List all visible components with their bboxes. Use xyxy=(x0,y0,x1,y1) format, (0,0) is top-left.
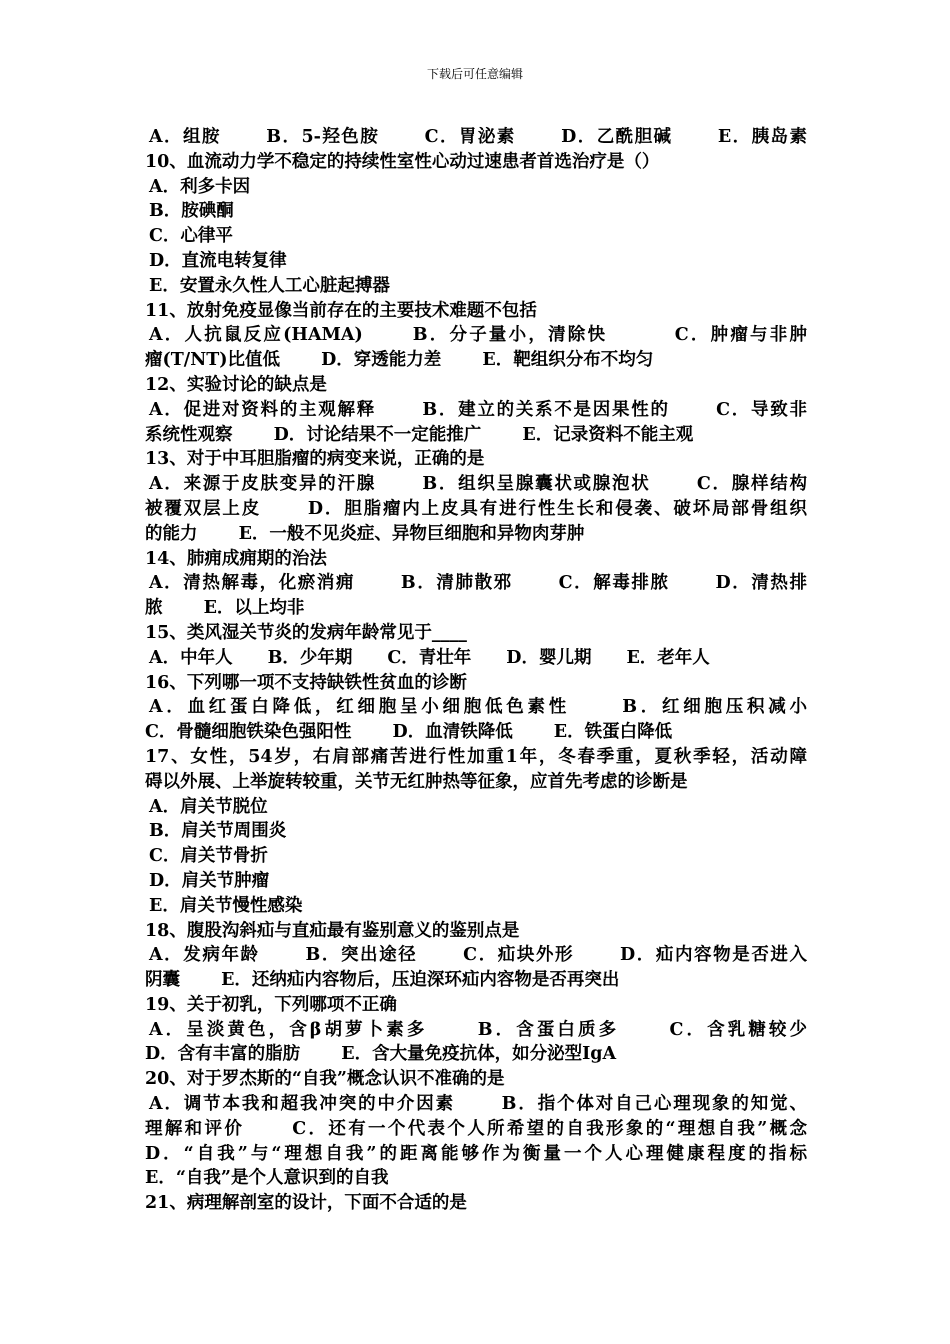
text-line: A．呈淡黄色，含β胡萝卜素多 B．含蛋白质多 C．含乳糖较少 xyxy=(149,1019,807,1040)
text-line: 碍以外展、上举旋转较重，关节无红肿热等征象，应首先考虑的诊断是 xyxy=(145,771,688,792)
text-line: 15、类风湿关节炎的发病年龄常见于____ xyxy=(145,622,467,643)
text-line: A．血红蛋白降低，红细胞呈小细胞低色素性 B．红细胞压积减小 xyxy=(149,697,807,718)
page-header: 下载后可任意编辑 xyxy=(426,67,523,81)
text-line: 系统性观察 D．讨论结果不一定能推广 E．记录资料不能主观 xyxy=(145,424,694,445)
text-line: A．中年人 B．少年期 C．青壮年 D．婴儿期 E．老年人 xyxy=(149,647,710,668)
text-line: 脓 E．以上均非 xyxy=(145,598,305,619)
text-line: 13、对于中耳胆脂瘤的病变来说，正确的是 xyxy=(145,449,485,470)
text-line: C．心律平 xyxy=(149,226,233,247)
text-line: A．调节本我和超我冲突的中介因素 B．指个体对自己心理现象的知觉、 xyxy=(149,1094,807,1115)
text-line: E．“自我”是个人意识到的自我 xyxy=(145,1168,389,1189)
text-line: C．肩关节骨折 xyxy=(149,846,268,867)
text-line: 20、对于罗杰斯的“自我”概念认识不准确的是 xyxy=(145,1069,505,1090)
text-line: B．胺碘酮 xyxy=(149,201,234,222)
text-line: E．安置永久性人工心脏起搏器 xyxy=(149,275,390,296)
text-line: C．骨髓细胞铁染色强阳性 D．血清铁降低 E．铁蛋白降低 xyxy=(145,722,673,743)
text-line: A．来源于皮肤变异的汗腺 B．组织呈腺囊状或腺泡状 C．腺样结构 xyxy=(149,474,807,495)
text-line: A．人抗鼠反应(HAMA) B．分子量小，清除快 C．肿瘤与非肿 xyxy=(149,325,807,346)
text-line: B．肩关节周围炎 xyxy=(149,821,287,842)
text-line: 瘤(T/NT)比值低 D．穿透能力差 E．靶组织分布不均匀 xyxy=(145,350,654,371)
text-line: 阴囊 E．还纳疝内容物后，压迫深环疝内容物是否再突出 xyxy=(145,970,620,991)
text-line: 16、下列哪一项不支持缺铁性贫血的诊断 xyxy=(145,672,467,693)
text-line: 的能力 E．一般不见炎症、异物巨细胞和异物肉芽肿 xyxy=(145,523,585,544)
text-line: E．肩关节慢性感染 xyxy=(149,895,303,916)
text-line: A．清热解毒，化瘀消痈 B．清肺散邪 C．解毒排脓 D．清热排 xyxy=(149,573,807,594)
text-line: A．促进对资料的主观解释 B．建立的关系不是因果性的 C．导致非 xyxy=(149,399,807,420)
text-line: A．组胺 B．5-羟色胺 C．胃泌素 D．乙酰胆碱 E．胰岛素 xyxy=(149,127,807,147)
text-line: 12、实验讨论的缺点是 xyxy=(145,374,327,395)
text-line: 17、女性，54岁，右肩部痛苦进行性加重1年，冬春季重，夏秋季轻，活动障 xyxy=(145,746,807,767)
text-line: 被覆双层上皮 D．胆脂瘤内上皮具有进行性生长和侵袭、破坏局部骨组织 xyxy=(145,498,807,519)
text-line: 19、关于初乳，下列哪项不正确 xyxy=(145,994,397,1015)
document-body xyxy=(145,125,807,1216)
text-line: A．利多卡因 xyxy=(149,176,251,197)
text-line: A．肩关节脱位 xyxy=(149,796,268,817)
text-line: 14、肺痈成痈期的治法 xyxy=(145,548,327,569)
text-line: D．含有丰富的脂肪 E．含大量免疫抗体，如分泌型IgA xyxy=(145,1044,617,1065)
text-line: D．肩关节肿瘤 xyxy=(149,870,270,891)
text-line: 10、血流动力学不稳定的持续性室性心动过速患者首选治疗是（） xyxy=(145,151,660,172)
text-line: A．发病年龄 B．突出途径 C．疝块外形 D．疝内容物是否进入 xyxy=(149,945,807,966)
text-line: D．直流电转复律 xyxy=(149,250,287,271)
text-line: 11、放射免疫显像当前存在的主要技术难题不包括 xyxy=(145,300,537,321)
text-line: 21、病理解剖室的设计，下面不合适的是 xyxy=(145,1193,467,1214)
text-line: 18、腹股沟斜疝与直疝最有鉴别意义的鉴别点是 xyxy=(145,920,520,941)
text-line: D．“自我”与“理想自我”的距离能够作为衡量一个人心理健康程度的指标 xyxy=(145,1143,807,1164)
text-line: 理解和评价 C．还有一个代表个人所希望的自我形象的“理想自我”概念 xyxy=(145,1118,807,1139)
